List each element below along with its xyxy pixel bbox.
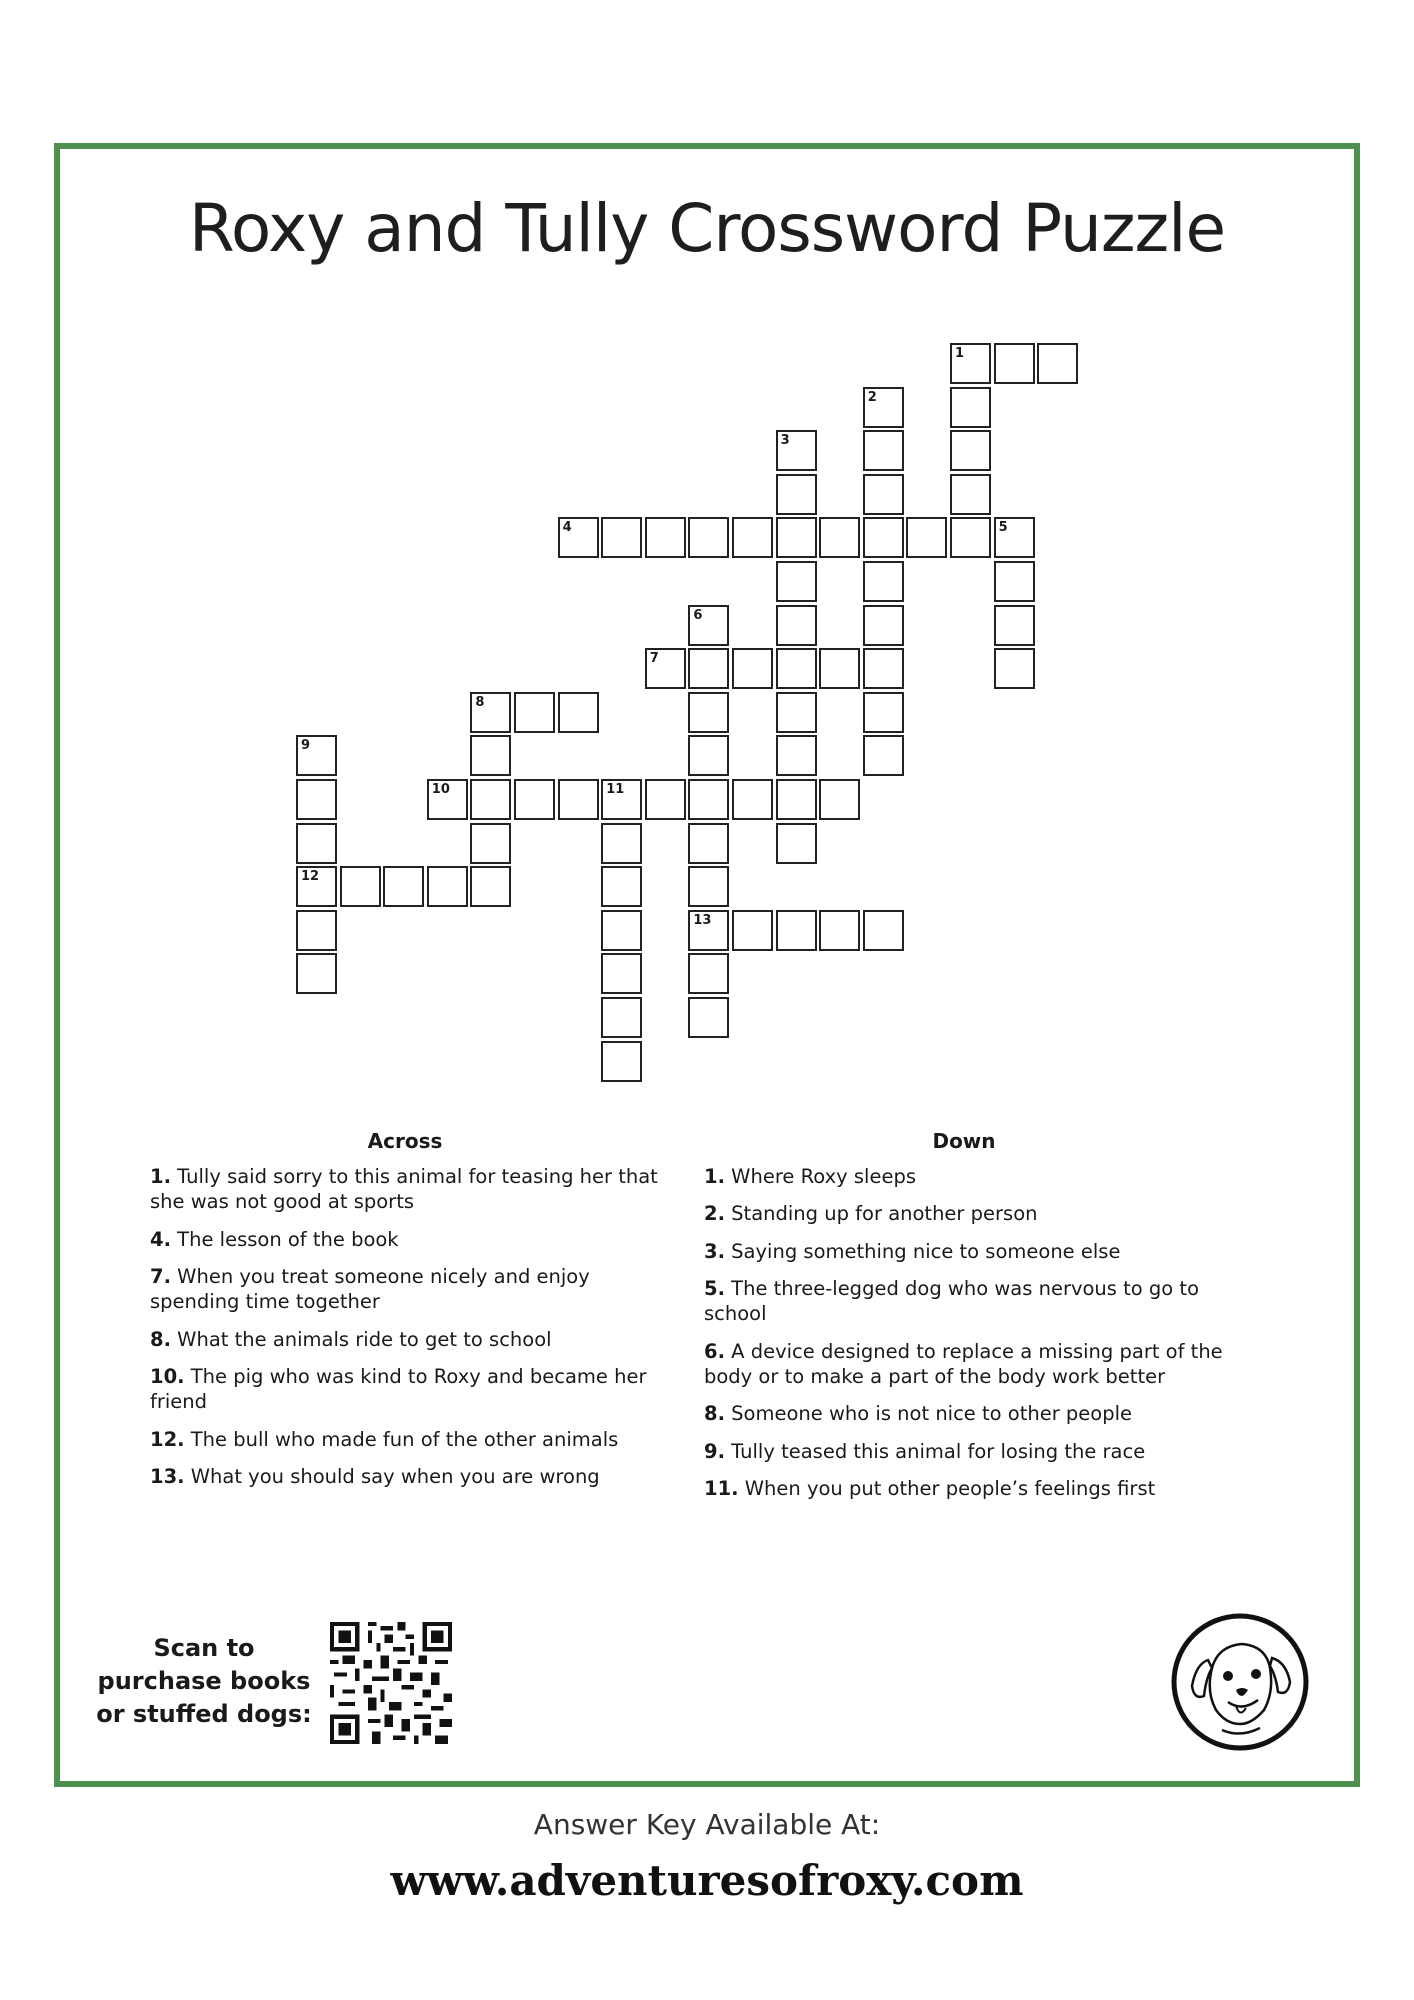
clue-text: What the animals ride to get to school [170, 1327, 552, 1351]
crossword-cell[interactable] [732, 648, 773, 689]
website-link[interactable]: www.adventuresofroxy.com [390, 1856, 1024, 1905]
crossword-cell[interactable] [732, 517, 773, 558]
crossword-cell[interactable] [863, 605, 904, 646]
down-clue [704, 1201, 1224, 1226]
clue-text: Saying something nice to someone else [724, 1239, 1121, 1263]
crossword-cell[interactable] [601, 823, 642, 864]
dog-face-logo-icon [1170, 1612, 1310, 1752]
crossword-cell[interactable] [688, 997, 729, 1038]
down-clue [704, 1239, 1224, 1264]
crossword-cell[interactable] [776, 779, 817, 820]
qr-code-icon[interactable] [330, 1622, 452, 1744]
crossword-cell[interactable] [688, 910, 729, 951]
clue-text: The lesson of the book [170, 1227, 399, 1251]
crossword-cell[interactable] [776, 692, 817, 733]
across-clue [150, 1264, 660, 1315]
clue-text: The three-legged dog who was nervous to go to school [704, 1277, 1200, 1326]
crossword-cell[interactable] [863, 430, 904, 471]
clue-number-label: 6. [704, 1339, 725, 1363]
clue-number-label: 11. [704, 1477, 739, 1501]
crossword-cell[interactable] [645, 779, 686, 820]
crossword-cell[interactable] [776, 517, 817, 558]
clue-number: 1 [955, 346, 965, 361]
crossword-cell[interactable] [688, 692, 729, 733]
clue-text: Someone who is not nice to other people [724, 1402, 1133, 1426]
crossword-cell[interactable] [601, 779, 642, 820]
crossword-cell[interactable] [470, 692, 511, 733]
crossword-cell[interactable] [558, 779, 599, 820]
clue-number: 6 [693, 607, 703, 623]
crossword-cell[interactable] [776, 910, 817, 951]
across-clue [150, 1364, 660, 1415]
crossword-cell[interactable] [863, 474, 904, 515]
crossword-cell[interactable] [296, 866, 337, 907]
clue-number-label: 3. [704, 1239, 725, 1263]
clue-number: 8 [475, 694, 485, 710]
crossword-cell[interactable] [645, 517, 686, 558]
crossword-cell[interactable] [950, 387, 991, 428]
across-clues [150, 1128, 660, 1501]
crossword-cell[interactable] [645, 648, 686, 689]
crossword-cell[interactable] [470, 823, 511, 864]
crossword-cell[interactable] [601, 910, 642, 951]
crossword-cell[interactable] [470, 735, 511, 776]
crossword-cell[interactable] [776, 430, 817, 471]
down-clue [704, 1401, 1224, 1426]
crossword-cell[interactable] [296, 779, 337, 820]
down-clue [704, 1476, 1224, 1501]
crossword-cell[interactable] [1037, 343, 1078, 384]
page-title: Roxy and Tully Crossword Puzzle [188, 190, 1226, 267]
crossword-cell[interactable] [601, 866, 642, 907]
crossword-cell[interactable] [906, 517, 947, 558]
clue-text: Tully said sorry to this animal for teasing her that she was not good at sports [150, 1165, 658, 1214]
crossword-cell[interactable] [296, 823, 337, 864]
across-heading: Across [367, 1129, 443, 1153]
crossword-cell[interactable] [601, 953, 642, 994]
clue-number-label: 4. [150, 1227, 171, 1251]
crossword-cell[interactable] [296, 735, 337, 776]
crossword-cell[interactable] [732, 779, 773, 820]
clue-text: When you treat someone nicely and enjoy spending time together [150, 1265, 590, 1314]
crossword-cell[interactable] [688, 866, 729, 907]
crossword-cell[interactable] [863, 735, 904, 776]
clue-number-label: 7. [150, 1265, 171, 1289]
clue-number: 9 [301, 738, 311, 754]
clue-number: 3 [780, 433, 790, 449]
crossword-cell[interactable] [994, 605, 1035, 646]
clue-text: Standing up for another person [724, 1202, 1038, 1226]
clue-number: 4 [562, 520, 572, 536]
crossword-cell[interactable] [688, 605, 729, 646]
clue-number-label: 8. [704, 1402, 725, 1426]
crossword-cell[interactable] [776, 605, 817, 646]
clue-number-label: 2. [704, 1202, 725, 1226]
crossword-cell[interactable] [688, 823, 729, 864]
clue-text: Tully teased this animal for losing the race [724, 1439, 1146, 1463]
crossword-cell[interactable] [950, 517, 991, 558]
crossword-cell[interactable] [558, 692, 599, 733]
crossword-cell[interactable] [732, 910, 773, 951]
crossword-cell[interactable] [950, 474, 991, 515]
crossword-cell[interactable] [819, 517, 860, 558]
clue-text: When you put other people’s feelings first [738, 1477, 1156, 1501]
clue-number: 13 [693, 912, 712, 928]
crossword-cell[interactable] [558, 517, 599, 558]
down-clue [704, 1164, 1224, 1189]
crossword-cell[interactable] [994, 561, 1035, 602]
clue-text: The pig who was kind to Roxy and became her friend [150, 1365, 647, 1414]
clue-number-label: 1. [704, 1165, 725, 1188]
crossword-cell[interactable] [688, 953, 729, 994]
crossword-cell[interactable] [296, 953, 337, 994]
crossword-cell[interactable] [994, 343, 1035, 384]
crossword-cell[interactable] [776, 823, 817, 864]
answer-key-label: Answer Key Available At: [533, 1808, 881, 1841]
crossword-cell[interactable] [688, 735, 729, 776]
down-clue [704, 1276, 1224, 1327]
down-clue [704, 1439, 1224, 1464]
crossword-cell[interactable] [863, 561, 904, 602]
crossword-cell[interactable] [776, 648, 817, 689]
crossword-cell[interactable] [776, 474, 817, 515]
crossword-cell[interactable] [296, 910, 337, 951]
crossword-cell[interactable] [601, 1041, 642, 1082]
crossword-cell[interactable] [688, 517, 729, 558]
clue-text: The bull who made fun of the other animals [184, 1427, 619, 1451]
clue-text: What you should say when you are wrong [184, 1465, 600, 1489]
clue-number-label: 1. [150, 1165, 171, 1188]
crossword-cell[interactable] [776, 735, 817, 776]
across-clue [150, 1227, 660, 1252]
across-clue [150, 1327, 660, 1352]
crossword-cell[interactable] [863, 692, 904, 733]
clue-number: 10 [431, 782, 450, 797]
crossword-cell[interactable] [776, 561, 817, 602]
crossword-cell[interactable] [514, 692, 555, 733]
down-clues [704, 1128, 1224, 1513]
crossword-cell[interactable] [863, 910, 904, 951]
crossword-cell[interactable] [994, 648, 1035, 689]
clue-number: 7 [649, 651, 659, 667]
crossword-cell[interactable] [950, 343, 991, 384]
crossword-cell[interactable] [863, 517, 904, 558]
crossword-cell[interactable] [427, 779, 468, 820]
clue-number-label: 10. [150, 1365, 185, 1389]
crossword-cell[interactable] [427, 866, 468, 907]
clue-number: 2 [867, 389, 877, 405]
crossword-cell[interactable] [950, 430, 991, 471]
crossword-cell[interactable] [470, 866, 511, 907]
crossword-cell[interactable] [819, 648, 860, 689]
crossword-cell[interactable] [688, 648, 729, 689]
crossword-cell[interactable] [514, 779, 555, 820]
crossword-cell[interactable] [994, 517, 1035, 558]
clue-number-label: 12. [150, 1427, 185, 1451]
clue-number-label: 13. [150, 1465, 185, 1489]
crossword-cell[interactable] [601, 997, 642, 1038]
down-clue [704, 1339, 1224, 1390]
crossword-cell[interactable] [863, 648, 904, 689]
crossword-cell[interactable] [601, 517, 642, 558]
across-clue [150, 1464, 660, 1489]
down-heading: Down [932, 1129, 996, 1153]
clue-number-label: 9. [704, 1439, 725, 1463]
clue-text: Where Roxy sleeps [724, 1165, 916, 1188]
crossword-cell[interactable] [470, 779, 511, 820]
crossword-cell[interactable] [863, 387, 904, 428]
crossword-cell[interactable] [340, 866, 381, 907]
clue-number-label: 5. [704, 1277, 725, 1301]
clue-text: A device designed to replace a missing part of the body or to make a part of the body work better [704, 1339, 1223, 1389]
clue-number: 5 [998, 520, 1008, 536]
clue-number: 12 [301, 869, 320, 885]
crossword-cell[interactable] [383, 866, 424, 907]
crossword-cell[interactable] [819, 779, 860, 820]
across-clue [150, 1427, 660, 1452]
clue-number: 11 [606, 782, 625, 797]
clue-number-label: 8. [150, 1327, 171, 1351]
crossword-cell[interactable] [688, 779, 729, 820]
across-clue [150, 1164, 660, 1215]
crossword-cell[interactable] [819, 910, 860, 951]
scan-prompt: Scan to purchase books or stuffed dogs: [96, 1634, 312, 1729]
